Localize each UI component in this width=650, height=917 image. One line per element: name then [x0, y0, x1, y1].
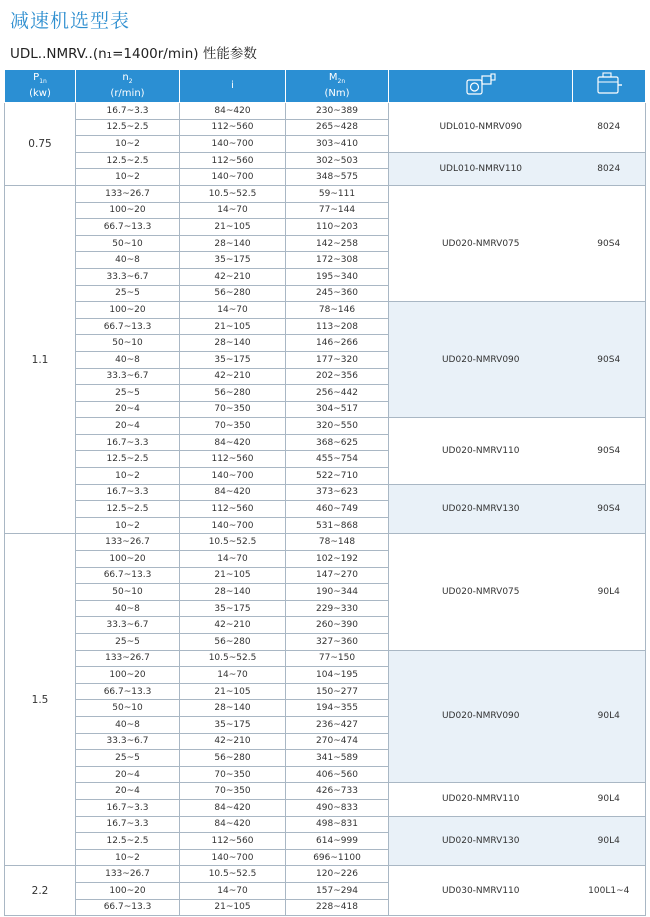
n2-cell: 16.7~3.3 — [76, 816, 180, 833]
table-row — [5, 783, 646, 800]
n2-cell: 10~2 — [76, 517, 180, 534]
ratio-cell: 112~560 — [180, 501, 286, 518]
ratio-cell: 70~350 — [180, 401, 286, 418]
ratio-cell: 140~700 — [180, 517, 286, 534]
n2-cell: 20~4 — [76, 766, 180, 783]
torque-cell: 150~277 — [286, 683, 389, 700]
ratio-cell: 28~140 — [180, 235, 286, 252]
n2-cell: 66.7~13.3 — [76, 219, 180, 236]
ratio-cell: 42~210 — [180, 733, 286, 750]
n2-cell: 133~26.7 — [76, 185, 180, 202]
n2-cell: 40~8 — [76, 351, 180, 368]
table-row — [5, 484, 646, 501]
torque-cell: 110~203 — [286, 219, 389, 236]
ratio-cell: 10.5~52.5 — [180, 534, 286, 551]
torque-cell: 147~270 — [286, 567, 389, 584]
model-cell: UDL010-NMRV090 — [389, 103, 573, 153]
torque-cell: 77~144 — [286, 202, 389, 219]
ratio-cell: 14~70 — [180, 667, 286, 684]
torque-cell: 190~344 — [286, 584, 389, 601]
torque-cell: 614~999 — [286, 833, 389, 850]
header-ratio: i — [180, 70, 286, 103]
motor-cell: 100L1~4 — [573, 866, 646, 916]
motor-cell: 90L4 — [573, 783, 646, 816]
ratio-cell: 84~420 — [180, 816, 286, 833]
n2-cell: 66.7~13.3 — [76, 318, 180, 335]
ratio-cell: 70~350 — [180, 766, 286, 783]
torque-cell: 490~833 — [286, 799, 389, 816]
ratio-cell: 140~700 — [180, 169, 286, 186]
torque-cell: 260~390 — [286, 617, 389, 634]
n2-cell: 100~20 — [76, 551, 180, 568]
ratio-cell: 35~175 — [180, 252, 286, 269]
n2-cell: 33.3~6.7 — [76, 617, 180, 634]
ratio-cell: 10.5~52.5 — [180, 650, 286, 667]
torque-cell: 77~150 — [286, 650, 389, 667]
selection-table — [4, 69, 646, 916]
ratio-cell: 14~70 — [180, 551, 286, 568]
torque-cell: 460~749 — [286, 501, 389, 518]
ratio-cell: 112~560 — [180, 451, 286, 468]
n2-cell: 40~8 — [76, 600, 180, 617]
torque-cell: 455~754 — [286, 451, 389, 468]
n2-cell: 100~20 — [76, 882, 180, 899]
table-row — [5, 185, 646, 202]
power-cell: 0.75 — [5, 103, 76, 186]
n2-cell: 16.7~3.3 — [76, 103, 180, 120]
n2-cell: 25~5 — [76, 750, 180, 767]
ratio-cell: 35~175 — [180, 600, 286, 617]
header-torque: $M_{2n}$ (Nm) — [286, 70, 389, 103]
model-cell: UD020-NMRV090 — [389, 650, 573, 783]
torque-cell: 195~340 — [286, 268, 389, 285]
ratio-cell: 140~700 — [180, 468, 286, 485]
torque-cell: 341~589 — [286, 750, 389, 767]
torque-cell: 202~356 — [286, 368, 389, 385]
power-cell: 2.2 — [5, 866, 76, 916]
torque-cell: 531~868 — [286, 517, 389, 534]
torque-cell: 236~427 — [286, 716, 389, 733]
n2-cell: 100~20 — [76, 667, 180, 684]
n2-cell: 12.5~2.5 — [76, 833, 180, 850]
ratio-cell: 42~210 — [180, 368, 286, 385]
page-subtitle: UDL..NMRV..(n₁=1400r/min) 性能参数 — [10, 46, 257, 62]
ratio-cell: 70~350 — [180, 783, 286, 800]
n2-cell: 25~5 — [76, 285, 180, 302]
ratio-cell: 35~175 — [180, 351, 286, 368]
ratio-cell: 21~105 — [180, 899, 286, 916]
model-cell: UD020-NMRV110 — [389, 418, 573, 484]
ratio-cell: 28~140 — [180, 584, 286, 601]
torque-cell: 120~226 — [286, 866, 389, 883]
ratio-cell: 140~700 — [180, 136, 286, 153]
n2-cell: 25~5 — [76, 385, 180, 402]
n2-cell: 10~2 — [76, 169, 180, 186]
ratio-cell: 56~280 — [180, 750, 286, 767]
header-pin: $P_{1n}$ (kw) — [5, 70, 76, 103]
torque-cell: 256~442 — [286, 385, 389, 402]
n2-cell: 12.5~2.5 — [76, 119, 180, 136]
model-cell: UD020-NMRV110 — [389, 783, 573, 816]
ratio-cell: 84~420 — [180, 434, 286, 451]
model-cell: UD020-NMRV075 — [389, 534, 573, 650]
model-cell: UD030-NMRV110 — [389, 866, 573, 916]
torque-cell: 696~1100 — [286, 849, 389, 866]
torque-cell: 194~355 — [286, 700, 389, 717]
n2-cell: 100~20 — [76, 302, 180, 319]
motor-cell: 8024 — [573, 152, 646, 185]
n2-cell: 33.3~6.7 — [76, 368, 180, 385]
torque-cell: 265~428 — [286, 119, 389, 136]
ratio-cell: 21~105 — [180, 219, 286, 236]
torque-cell: 373~623 — [286, 484, 389, 501]
n2-cell: 133~26.7 — [76, 534, 180, 551]
ratio-cell: 112~560 — [180, 833, 286, 850]
torque-cell: 270~474 — [286, 733, 389, 750]
ratio-cell: 21~105 — [180, 683, 286, 700]
n2-cell: 50~10 — [76, 700, 180, 717]
n2-cell: 50~10 — [76, 235, 180, 252]
ratio-cell: 42~210 — [180, 617, 286, 634]
table-row — [5, 152, 646, 169]
torque-cell: 522~710 — [286, 468, 389, 485]
ratio-cell: 14~70 — [180, 202, 286, 219]
n2-cell: 66.7~13.3 — [76, 899, 180, 916]
ratio-cell: 42~210 — [180, 268, 286, 285]
torque-cell: 78~146 — [286, 302, 389, 319]
n2-cell: 10~2 — [76, 468, 180, 485]
motor-cell: 90S4 — [573, 185, 646, 301]
header-row — [5, 70, 646, 103]
n2-cell: 66.7~13.3 — [76, 683, 180, 700]
motor-cell: 90L4 — [573, 534, 646, 650]
n2-cell: 12.5~2.5 — [76, 501, 180, 518]
torque-cell: 78~148 — [286, 534, 389, 551]
table-row — [5, 866, 646, 883]
ratio-cell: 14~70 — [180, 302, 286, 319]
table-row — [5, 534, 646, 551]
n2-cell: 25~5 — [76, 634, 180, 651]
torque-cell: 320~550 — [286, 418, 389, 435]
ratio-cell: 84~420 — [180, 103, 286, 120]
ratio-cell: 56~280 — [180, 385, 286, 402]
ratio-cell: 112~560 — [180, 119, 286, 136]
torque-cell: 172~308 — [286, 252, 389, 269]
motor-cell: 90S4 — [573, 418, 646, 484]
power-cell: 1.5 — [5, 534, 76, 866]
ratio-cell: 35~175 — [180, 716, 286, 733]
torque-cell: 426~733 — [286, 783, 389, 800]
ratio-cell: 84~420 — [180, 799, 286, 816]
motor-cell: 90S4 — [573, 302, 646, 418]
table-row — [5, 103, 646, 120]
n2-cell: 20~4 — [76, 401, 180, 418]
torque-cell: 303~410 — [286, 136, 389, 153]
model-cell: UDL010-NMRV110 — [389, 152, 573, 185]
ratio-cell: 28~140 — [180, 335, 286, 352]
n2-cell: 50~10 — [76, 584, 180, 601]
page-title: 减速机选型表 — [10, 10, 131, 32]
n2-cell: 10~2 — [76, 136, 180, 153]
header-motor-icon — [573, 70, 646, 103]
torque-cell: 230~389 — [286, 103, 389, 120]
ratio-cell: 28~140 — [180, 700, 286, 717]
n2-cell: 100~20 — [76, 202, 180, 219]
ratio-cell: 56~280 — [180, 285, 286, 302]
n2-cell: 33.3~6.7 — [76, 268, 180, 285]
torque-cell: 302~503 — [286, 152, 389, 169]
ratio-cell: 70~350 — [180, 418, 286, 435]
n2-cell: 133~26.7 — [76, 650, 180, 667]
ratio-cell: 10.5~52.5 — [180, 185, 286, 202]
n2-cell: 12.5~2.5 — [76, 152, 180, 169]
n2-cell: 20~4 — [76, 418, 180, 435]
ratio-cell: 140~700 — [180, 849, 286, 866]
motor-cell: 90S4 — [573, 484, 646, 534]
n2-cell: 40~8 — [76, 252, 180, 269]
torque-cell: 348~575 — [286, 169, 389, 186]
model-cell: UD020-NMRV090 — [389, 302, 573, 418]
torque-cell: 113~208 — [286, 318, 389, 335]
torque-cell: 59~111 — [286, 185, 389, 202]
torque-cell: 142~258 — [286, 235, 389, 252]
motor-cell: 90L4 — [573, 650, 646, 783]
torque-cell: 327~360 — [286, 634, 389, 651]
torque-cell: 304~517 — [286, 401, 389, 418]
n2-cell: 33.3~6.7 — [76, 733, 180, 750]
n2-cell: 40~8 — [76, 716, 180, 733]
torque-cell: 228~418 — [286, 899, 389, 916]
n2-cell: 50~10 — [76, 335, 180, 352]
n2-cell: 20~4 — [76, 783, 180, 800]
table-row — [5, 302, 646, 319]
table-row — [5, 816, 646, 833]
table-row — [5, 650, 646, 667]
ratio-cell: 112~560 — [180, 152, 286, 169]
torque-cell: 146~266 — [286, 335, 389, 352]
motor-icon — [594, 71, 624, 97]
ratio-cell: 56~280 — [180, 634, 286, 651]
torque-cell: 245~360 — [286, 285, 389, 302]
torque-cell: 157~294 — [286, 882, 389, 899]
model-cell: UD020-NMRV130 — [389, 484, 573, 534]
header-n2: $n_2$ (r/min) — [76, 70, 180, 103]
model-cell: UD020-NMRV130 — [389, 816, 573, 866]
ratio-cell: 84~420 — [180, 484, 286, 501]
motor-cell: 8024 — [573, 103, 646, 153]
ratio-cell: 14~70 — [180, 882, 286, 899]
n2-cell: 16.7~3.3 — [76, 799, 180, 816]
ratio-cell: 10.5~52.5 — [180, 866, 286, 883]
n2-cell: 133~26.7 — [76, 866, 180, 883]
motor-cell: 90L4 — [573, 816, 646, 866]
n2-cell: 16.7~3.3 — [76, 434, 180, 451]
gear-reducer-icon — [464, 71, 498, 97]
torque-cell: 102~192 — [286, 551, 389, 568]
torque-cell: 104~195 — [286, 667, 389, 684]
torque-cell: 498~831 — [286, 816, 389, 833]
torque-cell: 177~320 — [286, 351, 389, 368]
n2-cell: 16.7~3.3 — [76, 484, 180, 501]
n2-cell: 66.7~13.3 — [76, 567, 180, 584]
model-cell: UD020-NMRV075 — [389, 185, 573, 301]
n2-cell: 10~2 — [76, 849, 180, 866]
table-row — [5, 418, 646, 435]
header-model-icon — [389, 70, 573, 103]
torque-cell: 406~560 — [286, 766, 389, 783]
torque-cell: 368~625 — [286, 434, 389, 451]
power-cell: 1.1 — [5, 185, 76, 533]
torque-cell: 229~330 — [286, 600, 389, 617]
ratio-cell: 21~105 — [180, 318, 286, 335]
n2-cell: 12.5~2.5 — [76, 451, 180, 468]
ratio-cell: 21~105 — [180, 567, 286, 584]
